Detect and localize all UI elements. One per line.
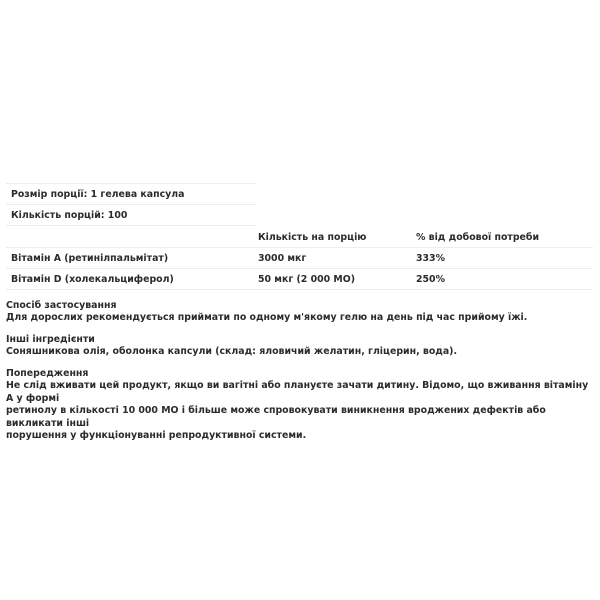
nutrient-name: Вітамін А (ретинілпальмітат) xyxy=(11,253,169,264)
nutrient-daily-value: 250% xyxy=(416,274,445,285)
table-row xyxy=(6,248,593,269)
other-ingredients-section xyxy=(6,334,596,359)
header-daily-value: % від добової потреби xyxy=(416,232,540,243)
nutrient-name: Вітамін D (холекальциферол) xyxy=(11,274,174,285)
table-row xyxy=(6,269,593,290)
other-ingredients-text: Соняшникова олія, оболонка капсули (склад: яловичий желатин, гліцерин, вода). xyxy=(6,346,458,358)
nutrient-daily-value: 333% xyxy=(416,253,445,264)
serving-size: Розмір порції: 1 гелева капсула xyxy=(11,189,185,200)
warnings-title: Попередження xyxy=(6,368,89,379)
serving-count: Кількість порцій: 100 xyxy=(11,210,128,221)
table-header-row xyxy=(6,227,593,248)
usage-text: Для дорослих рекомендується приймати по одному м'якому гелю на день під час прийому їжі. xyxy=(6,312,528,324)
other-ingredients-title: Інші інгредієнти xyxy=(6,334,95,345)
warnings-line-2: ретинолу в кількості 10 000 МО і більше може спровокувати виникнення вроджених дефектів або викликати інші xyxy=(6,405,546,429)
serving-size-row xyxy=(6,184,256,205)
warnings-section xyxy=(6,368,596,442)
warnings-line-3: порушення у функціонуванні репродуктивної системи. xyxy=(6,430,307,442)
serving-count-row xyxy=(6,205,256,226)
usage-section xyxy=(6,300,596,325)
nutrient-amount: 50 мкг (2 000 МО) xyxy=(258,274,355,285)
usage-title: Спосіб застосування xyxy=(6,300,117,311)
header-amount: Кількість на порцію xyxy=(258,232,367,243)
nutrient-amount: 3000 мкг xyxy=(258,253,307,264)
warnings-line-1: Не слід вживати цей продукт, якщо ви вагітні або плануєте зачати дитину. Відомо, що вживання вітаміну А у формі xyxy=(6,380,589,404)
